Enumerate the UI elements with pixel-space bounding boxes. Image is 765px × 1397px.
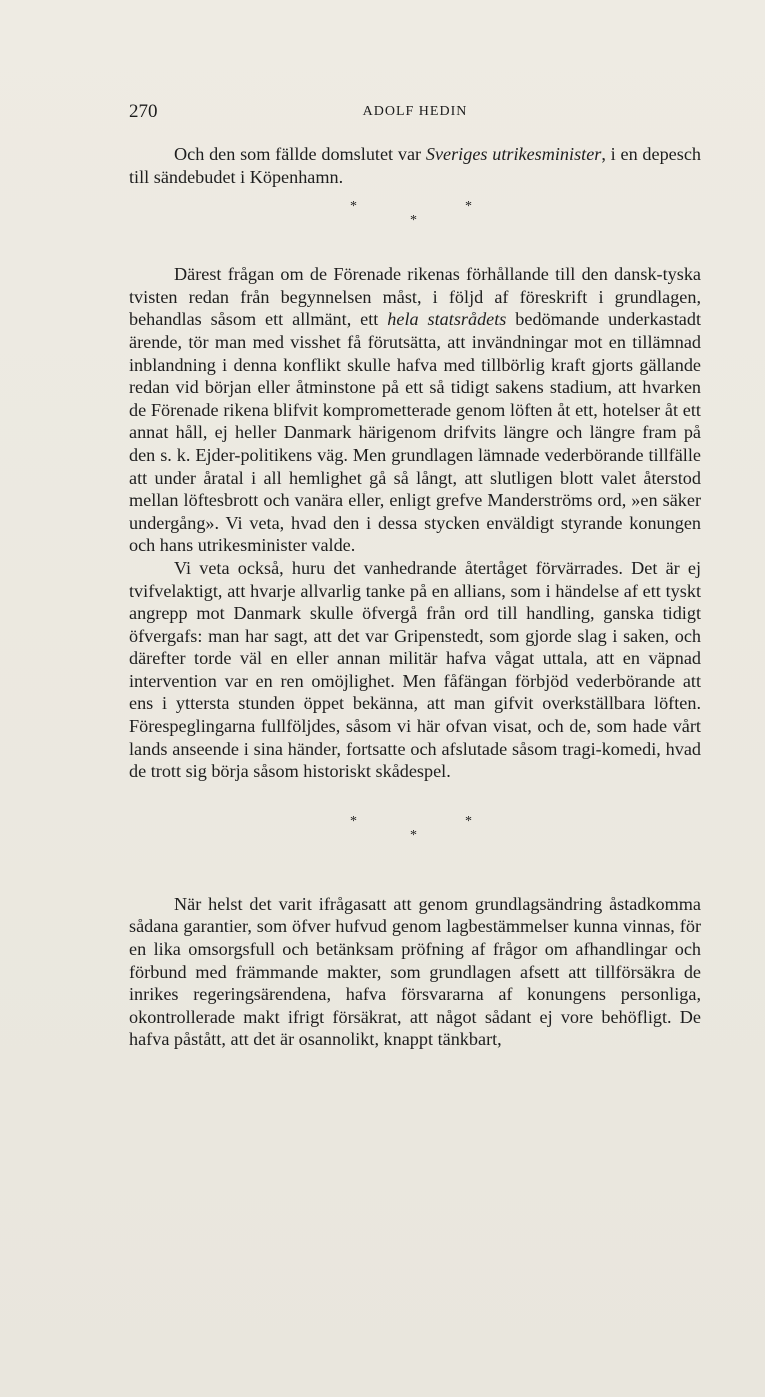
asterisk: * [465, 199, 472, 215]
text-segment: bedömande underkastadt ärende, tör man med visshet få förutsätta, att invändningar mot en tillämnad inblandning i denna konflikt skulle hafva med tillbörlig kraft gjorts gällande redan vid början eller åtminstone på ett så tidigt sakens stadium, att hvarken de Förenade rikena blifvit komprometterade genom löften åt ett, hotelser åt ett annat håll, ej heller Danmark härigenom drifvits längre och längre fram på den s. k. Ejder-politikens väg. Men grundlagen lämnade vederbörande tillfälle att under åratal i all hemlighet gå så långt, att slutligen blott valet återstod mellan löftesbrott och vanära eller, enligt grefve Manderströms ord, »en säker undergång». Vi veta, hvad den i dessa stycken enväldigt styrande konungen och hans utrikesminister valde. [129, 309, 701, 556]
text-segment: När helst det varit ifrågasatt att genom grundlagsändring åstadkomma sådana garantier, som öfver hufvud genom lagbestämmelser kunna vinnas, för en lika omsorgsfull och betänksam pröfning af frågor om afhandlingar och förbund med främmande makter, som grundlagen afsett att tillförsäkra de inrikes regeringsärendena, hafva försvararna af konungens personliga, okontrollerade makt ifrigt försäkrat, att något sådant ej vore behöfligt. De hafva påstått, att det är osannolikt, knappt tänkbart, [129, 893, 701, 1050]
page-header [129, 101, 701, 125]
section-separator [129, 198, 701, 248]
text-segment: Vi veta också, huru det vanhedrande återtåget förvärrades. Det är ej tvifvelaktigt, att hvarje allvarlig tanke på en allians, som i händelse af ett tyskt angrepp mot Danmark skulle öfvergå från ord till handling, ganska tidigt öfvergafs: man har sagt, att det var Gripenstedt, som gjorde slag i saken, och därefter torde väl en eller annan militär hafva vågat uttala, att en väpnad intervention var en ren omöjlighet. Men fåfängan förbjöd vederbörande att ens i yttersta stunden öppet bekänna, att man gifvit overkställbara löften. Förespeglingarna fullföljdes, såsom vi här ofvan visat, och de, som hade vårt lands anseende i sina händer, fortsatte och afslutade såsom tragi-komedi, hvad de trott sig börja såsom historiskt skådespel. [129, 557, 701, 782]
italic-segment: hela statsrådets [387, 309, 507, 330]
text-segment: , i en depesch till sändebudet i Köpenhamn. [129, 144, 702, 187]
asterisk: * [350, 199, 357, 215]
running-head: ADOLF HEDIN [362, 104, 468, 119]
body-text [129, 143, 701, 1051]
asterisk: * [410, 213, 417, 229]
paragraph [129, 557, 701, 783]
page-number: 270 [129, 101, 158, 122]
text-segment: Därest frågan om de Förenade rikenas förhållande till den dansk-tyska tvisten redan från begynnelsen måst, i följd af föreskrift i grundlagen, behandlas såsom ett allmänt, ett [129, 264, 701, 330]
text-segment: Och den som fällde domslutet var [174, 144, 426, 164]
asterisk: * [465, 813, 472, 829]
paragraph [129, 893, 701, 1051]
italic-segment: Sveriges utrikesminister [425, 144, 602, 164]
asterisk: * [350, 813, 357, 829]
paragraph [129, 143, 701, 188]
section-separator [129, 813, 701, 863]
paragraph [129, 263, 701, 557]
asterisk: * [410, 827, 417, 843]
